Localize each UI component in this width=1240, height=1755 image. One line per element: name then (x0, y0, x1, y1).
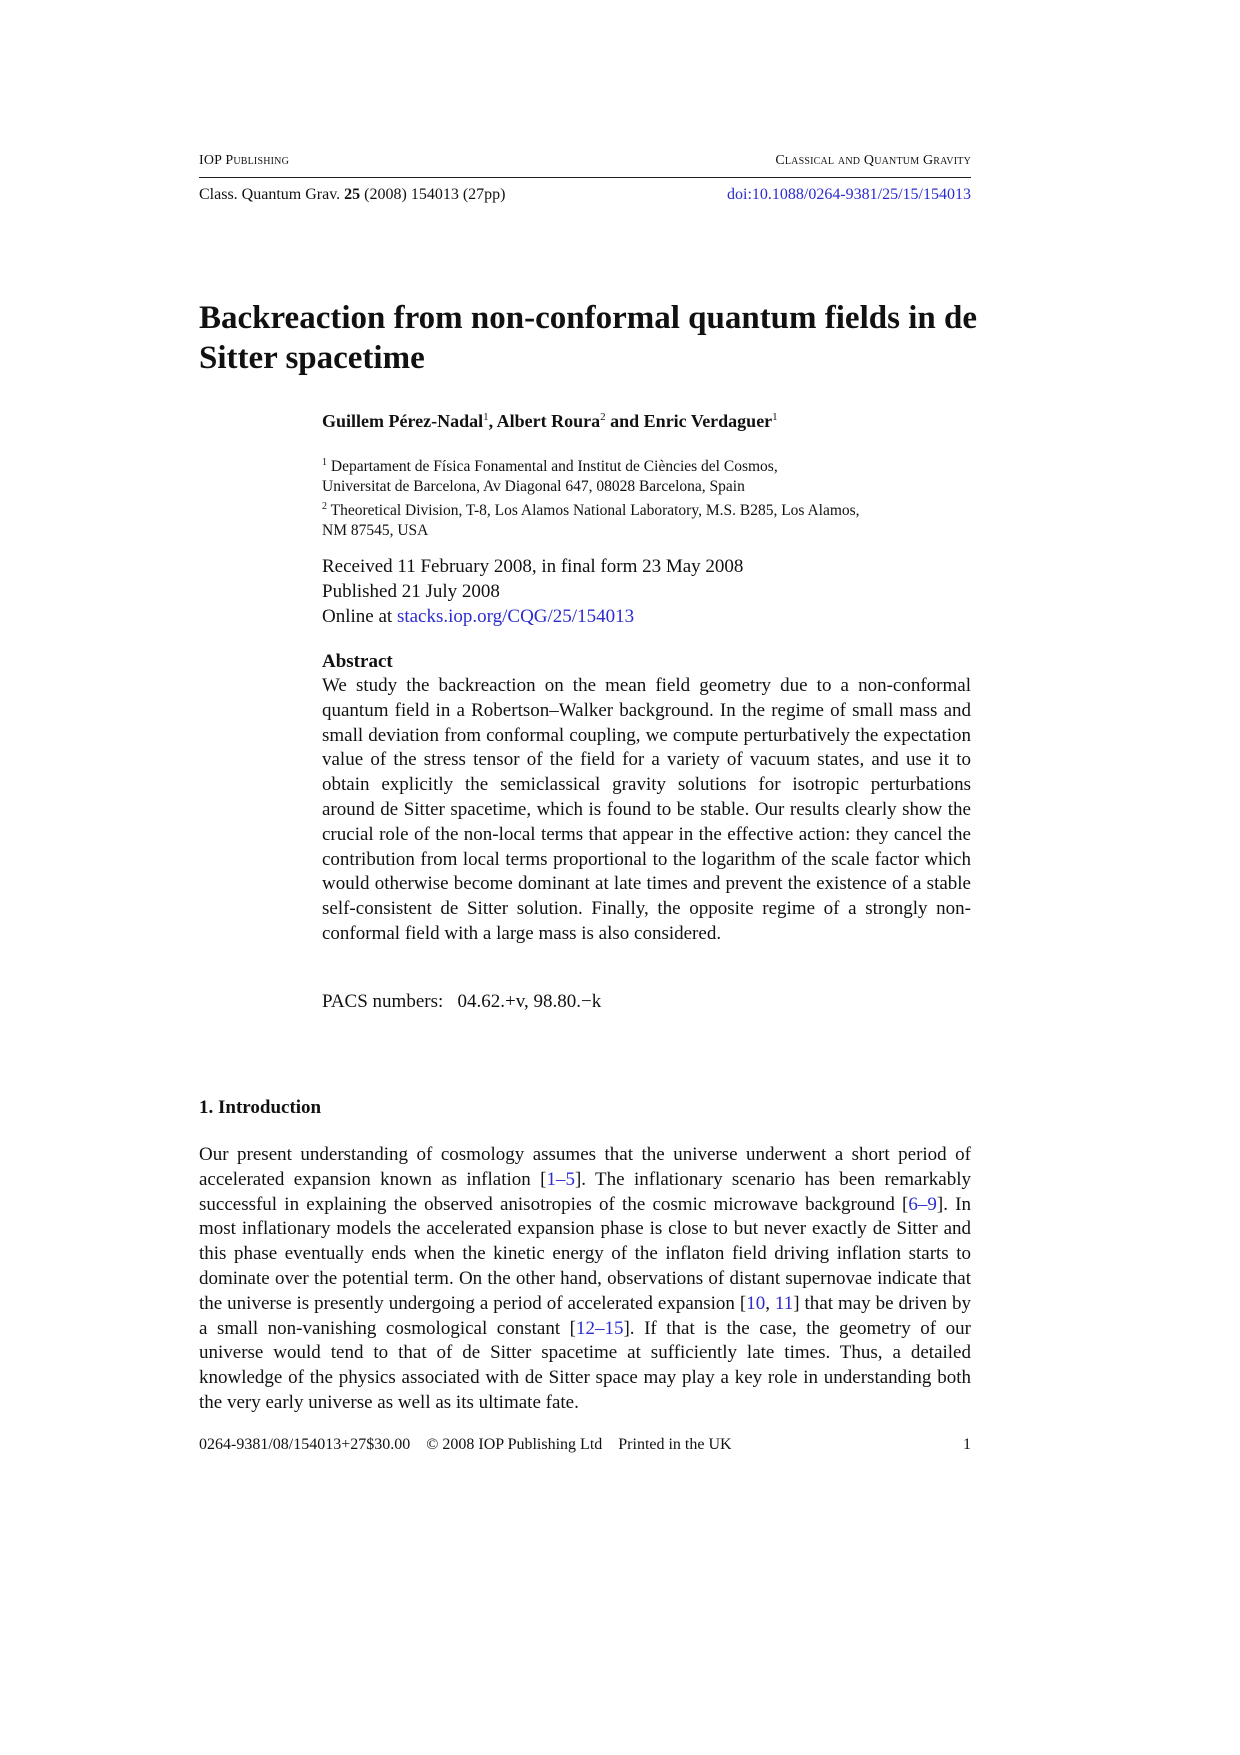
citation-row (199, 186, 971, 204)
affiliation-text: Theoretical Division, T-8, Los Alamos National Laboratory, M.S. B285, Los Alamos, (330, 502, 860, 520)
intro-text: , (765, 1292, 775, 1314)
intro-text: ] that may be driven by a small non-vanishing cosmological constant [ (199, 1292, 971, 1339)
affiliation-mark: 2 (322, 501, 327, 513)
author-affil-mark: 1 (483, 411, 489, 423)
citation (199, 186, 505, 204)
intro-text: Our present understanding of cosmology assumes that the universe underwent a short period of accelerated expansion known as inflation [ (199, 1144, 971, 1190)
online-link[interactable]: stacks.iop.org/CQG/25/154013 (396, 606, 635, 627)
author-affil-mark: 1 (772, 411, 778, 423)
received-date: Received 11 February 2008, in final form 23 May 2008 (322, 556, 744, 577)
header-divider (199, 177, 971, 178)
abstract-heading: Abstract (322, 651, 393, 672)
publication-dates (322, 554, 743, 629)
section-heading: 1. Introduction (199, 1097, 322, 1118)
running-header (199, 153, 971, 169)
affiliation-text: Departament de Física Fonamental and Institut de Ciències del Cosmos, (330, 458, 778, 476)
citation-volume: 25 (344, 186, 361, 203)
abstract-text: We study the backreaction on the mean field geometry due to a non-conformal quantum field in a Robertson–Walker background. In the regime of small mass and small deviation from conformal coupling, we compute perturbatively the expectation value of the stress tensor of the field for a variety of vacuum states, and use it to obtain explicitly the semiclassical gravity solutions for isotropic perturbations around de Sitter spacetime, which is found to be stable. Our results clearly show the crucial role of the non-local terms that appear in the effective action: they cancel the contribution from local terms proportional to the logarithm of the scale factor which would otherwise become dominant at late times and prevent the existence of a stable self-consistent de Sitter solution. Finally, the opposite regime of a strongly non-conformal field with a large mass is also considered. (322, 675, 971, 944)
online-line (322, 604, 743, 629)
affiliation-line (322, 453, 942, 477)
citation-link[interactable]: 10 (746, 1292, 766, 1314)
citation-details: (2008) 154013 (27pp) (360, 186, 506, 203)
intro-paragraph (199, 1143, 971, 1416)
author-list (322, 411, 778, 432)
publisher-name: IOP Publishing (199, 153, 290, 168)
author-separator: , (488, 411, 497, 431)
page-footer (199, 1436, 971, 1454)
paper-title: Backreaction from non-conformal quantum fields in de Sitter spacetime (199, 300, 977, 376)
journal-name: Classical and Quantum Gravity (775, 153, 971, 168)
intro-text: ]. In most inflationary models the accelerated expansion phase is close to but never exactly de Sitter and this phase eventually ends when the kinetic energy of the inflaton field driving inflation starts to dominate over the potential term. On the other hand, observations of distant supernovae indicate that the universe is presently undergoing a period of accelerated expansion [ (199, 1193, 971, 1314)
author-name: Enric Verdaguer (643, 411, 773, 431)
abstract (322, 649, 971, 947)
author-name: Albert Roura (496, 411, 601, 431)
affiliations (322, 453, 942, 541)
author-separator: and (605, 411, 644, 431)
affiliation-mark: 1 (322, 457, 327, 468)
citation-journal: Class. Quantum Grav. (199, 186, 345, 203)
affiliation-line: NM 87545, USA (322, 522, 429, 540)
citation-link[interactable]: 11 (774, 1292, 794, 1314)
published-date: Published 21 July 2008 (322, 581, 500, 602)
author-name: Guillem Pérez-Nadal (322, 411, 484, 431)
citation-link[interactable]: 6–9 (908, 1193, 937, 1215)
author-affil-mark: 2 (600, 411, 606, 423)
citation-link[interactable]: 1–5 (546, 1168, 575, 1190)
citation-link[interactable]: 12–15 (575, 1317, 624, 1339)
affiliation-line (322, 497, 942, 521)
online-label: Online at (322, 606, 397, 627)
intro-text: ]. If that is the case, the geometry of our universe would tend to that of de Sitter spacetime at sufficiently late times. Thus, a detailed knowledge of the physics associated with de Sitter space may play a key role in understanding both the very early universe as well as its ultimate fate. (199, 1317, 971, 1413)
footer-copyright: 0264-9381/08/154013+27$30.00 © 2008 IOP Publishing Ltd Printed in the UK (199, 1436, 732, 1453)
pacs-numbers: PACS numbers: 04.62.+v, 98.80.−k (322, 991, 602, 1012)
intro-text: ]. The inflationary scenario has been remarkably successful in explaining the observed anisotropies of the cosmic microwave background [ (199, 1168, 971, 1215)
page-number: 1 (963, 1436, 971, 1453)
affiliation-line: Universitat de Barcelona, Av Diagonal 647, 08028 Barcelona, Spain (322, 478, 745, 496)
doi-link[interactable]: doi:10.1088/0264-9381/25/15/154013 (727, 186, 971, 203)
